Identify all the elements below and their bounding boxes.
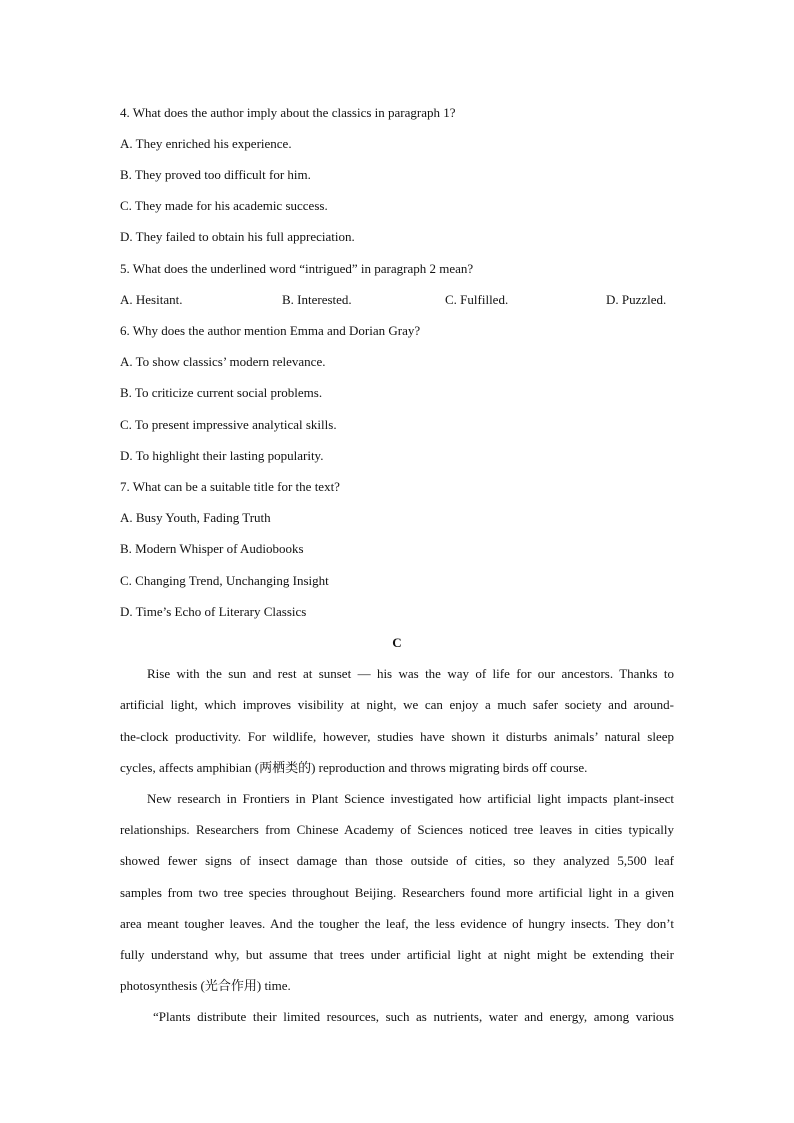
question-6-stem: 6. Why does the author mention Emma and Dorian Gray? [120, 323, 421, 338]
paragraph-1-line: the-clock productivity. For wildlife, however, studies have shown it disturbs animals’ natural sleep [120, 729, 674, 744]
paragraph-2-line: showed fewer signs of insect damage than those outside of cities, so they analyzed 5,500 leaf [120, 853, 674, 868]
paragraph-2-line: photosynthesis (光合作用) time. [120, 978, 291, 993]
paragraph-3-line: “Plants distribute their limited resources, such as nutrients, water and energy, among various [153, 1009, 674, 1024]
question-4-option-a: A. They enriched his experience. [120, 136, 292, 151]
question-7-option-b: B. Modern Whisper of Audiobooks [120, 541, 304, 556]
paragraph-2-line: area meant tougher leaves. And the tougher the leaf, the less evidence of hungry insects. They don’t [120, 916, 674, 931]
question-7-stem: 7. What can be a suitable title for the text? [120, 479, 340, 494]
question-7-option-d: D. Time’s Echo of Literary Classics [120, 604, 307, 619]
question-7-option-c: C. Changing Trend, Unchanging Insight [120, 573, 329, 588]
question-5-option-d: D. Puzzled. [606, 292, 667, 307]
question-4-option-c: C. They made for his academic success. [120, 198, 328, 213]
paragraph-1-line: artificial light, which improves visibility at night, we can enjoy a much safer society and around- [120, 697, 674, 712]
paragraph-2-line: fully understand why, but assume that trees under artificial light at night might be extending their [120, 947, 674, 962]
question-5-option-c: C. Fulfilled. [445, 292, 509, 307]
paragraph-2-line: samples from two tree species throughout Beijing. Researchers found more artificial light in a given [120, 885, 674, 900]
question-7-option-a: A. Busy Youth, Fading Truth [120, 510, 271, 525]
question-4-option-b: B. They proved too difficult for him. [120, 167, 311, 182]
question-6-option-d: D. To highlight their lasting popularity. [120, 448, 324, 463]
question-5-option-a: A. Hesitant. [120, 292, 183, 307]
question-6-option-c: C. To present impressive analytical skills. [120, 417, 337, 432]
paragraph-1-line: Rise with the sun and rest at sunset — his was the way of life for our ancestors. Thanks to [147, 666, 674, 681]
question-5-stem: 5. What does the underlined word “intrigued” in paragraph 2 mean? [120, 261, 474, 276]
question-4-stem: 4. What does the author imply about the classics in paragraph 1? [120, 105, 456, 120]
paragraph-2-line: relationships. Researchers from Chinese Academy of Sciences noticed tree leaves in cities typically [120, 822, 674, 837]
question-5-option-b: B. Interested. [282, 292, 352, 307]
paragraph-1-line: cycles, affects amphibian (两栖类的) reproduction and throws migrating birds off course. [120, 760, 588, 775]
section-heading: C [392, 635, 402, 650]
question-6-option-b: B. To criticize current social problems. [120, 385, 323, 400]
question-5-options [120, 292, 680, 308]
question-4-option-d: D. They failed to obtain his full appreciation. [120, 229, 355, 244]
paragraph-2-line: New research in Frontiers in Plant Science investigated how artificial light impacts plant-insect [147, 791, 674, 806]
question-6-option-a: A. To show classics’ modern relevance. [120, 354, 326, 369]
